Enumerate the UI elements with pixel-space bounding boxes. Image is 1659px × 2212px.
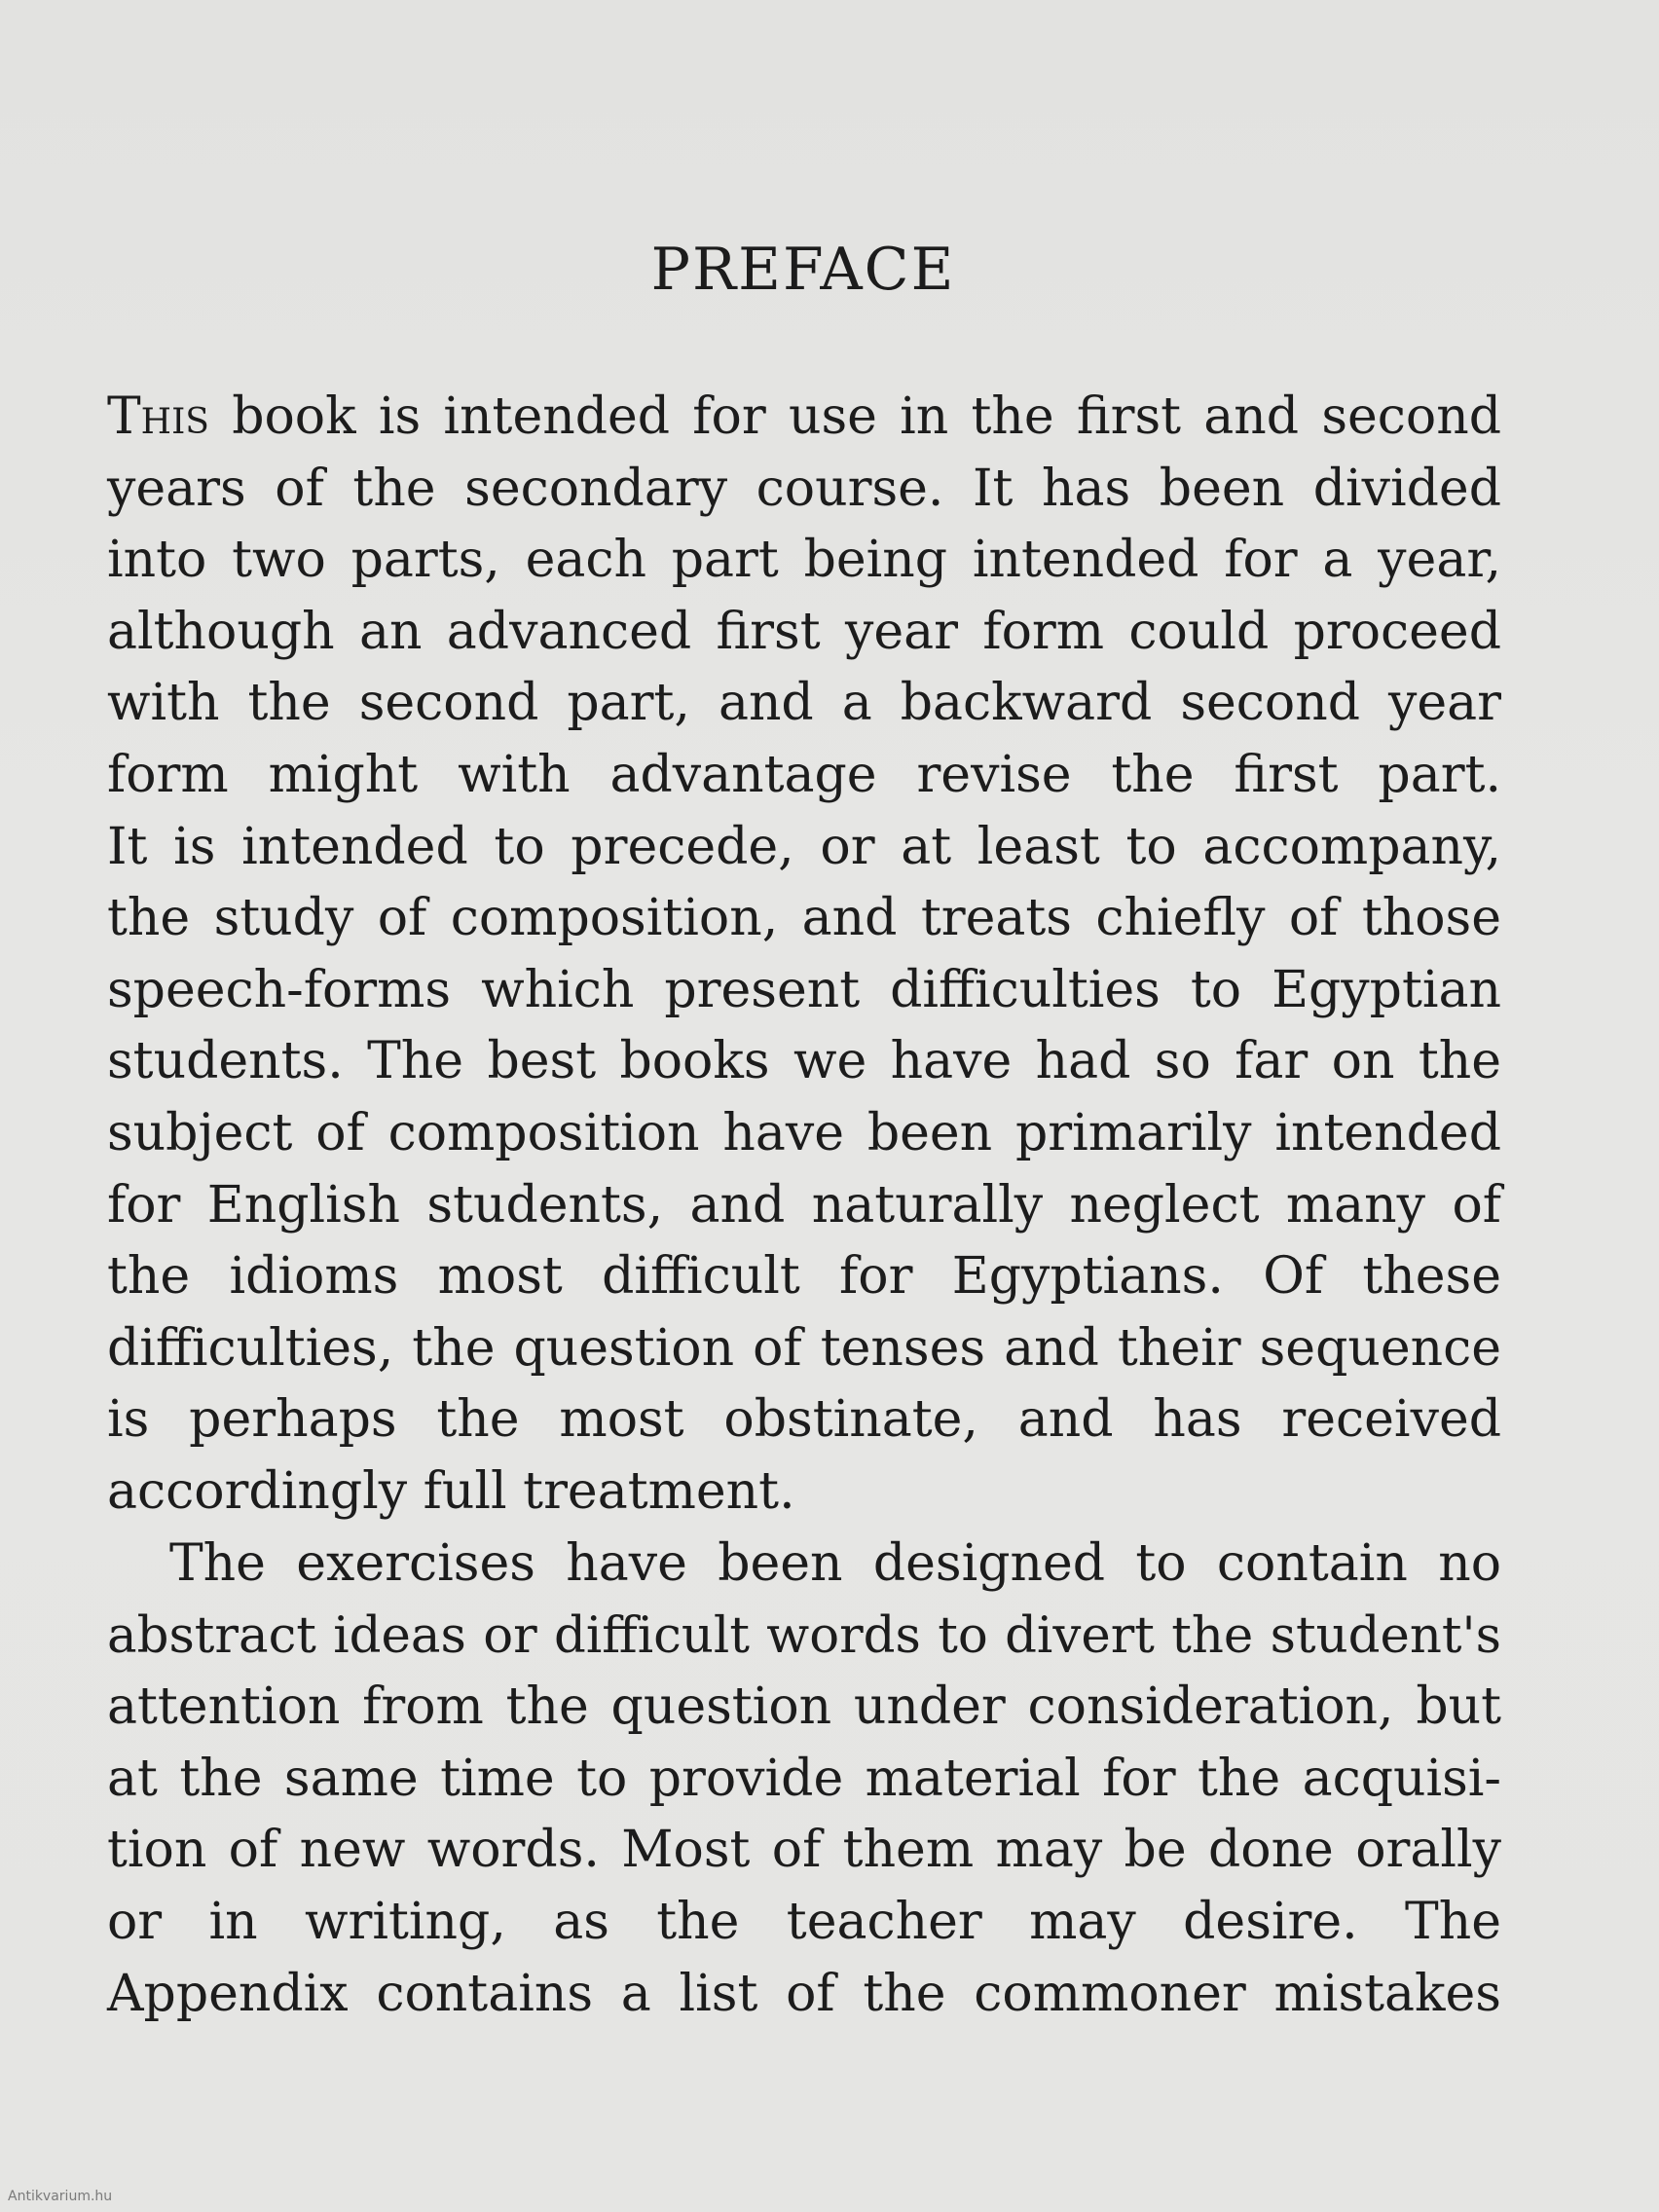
text-line: with the second part, and a backward second year: [107, 674, 1501, 733]
text-line: for English students, and naturally neglect many of: [107, 1175, 1501, 1235]
text-line: abstract ideas or difficult words to divert the student's: [107, 1605, 1501, 1665]
paragraph-1: [107, 382, 1501, 1529]
text-line: accordingly full treatment.: [107, 1461, 795, 1521]
text-line: form might with advantage revise the first part.: [107, 745, 1501, 804]
text-line: It is intended to precede, or at least to accompany,: [107, 817, 1501, 876]
text-line: subject of composition have been primarily intended: [107, 1103, 1501, 1162]
text-line: is perhaps the most obstinate, and has received: [107, 1390, 1501, 1450]
text-line: tion of new words. Most of them may be done orally: [107, 1821, 1501, 1880]
text-line: students. The best books we have had so far on the: [107, 1032, 1501, 1091]
text-line: the study of composition, and treats chiefly of those: [107, 889, 1501, 948]
show-through-text: [107, 0, 1548, 195]
text-line: attention from the question under consideration, but: [107, 1677, 1501, 1737]
page-title: PREFACE: [650, 236, 956, 304]
text-line: Appendix contains a list of the commoner mistakes: [107, 1964, 1501, 2023]
text-line: The exercises have been designed to contain no: [169, 1534, 1501, 1593]
text-line: into two parts, each part being intended for a year,: [107, 531, 1501, 590]
text-line: difficulties, the question of tenses and their sequence: [107, 1318, 1501, 1378]
text-line: the idioms most difficult for Egyptians. Of these: [107, 1247, 1501, 1307]
text-line: although an advanced first year form could proceed: [107, 602, 1501, 661]
text-line: or in writing, as the teacher may desire. The: [107, 1892, 1501, 1951]
text-line: years of the secondary course. It has been divided: [107, 459, 1501, 518]
lead-word: This: [107, 387, 209, 446]
text-line: at the same time to provide material for the acquisi-: [107, 1749, 1501, 1808]
text-line: speech-forms which present difficulties to Egyptian: [107, 960, 1501, 1019]
watermark: Antikvarium.hu: [8, 2189, 113, 2204]
text-line: This book is intended for use in the first and second: [107, 387, 1501, 446]
paragraph-2: [107, 1529, 1501, 2030]
